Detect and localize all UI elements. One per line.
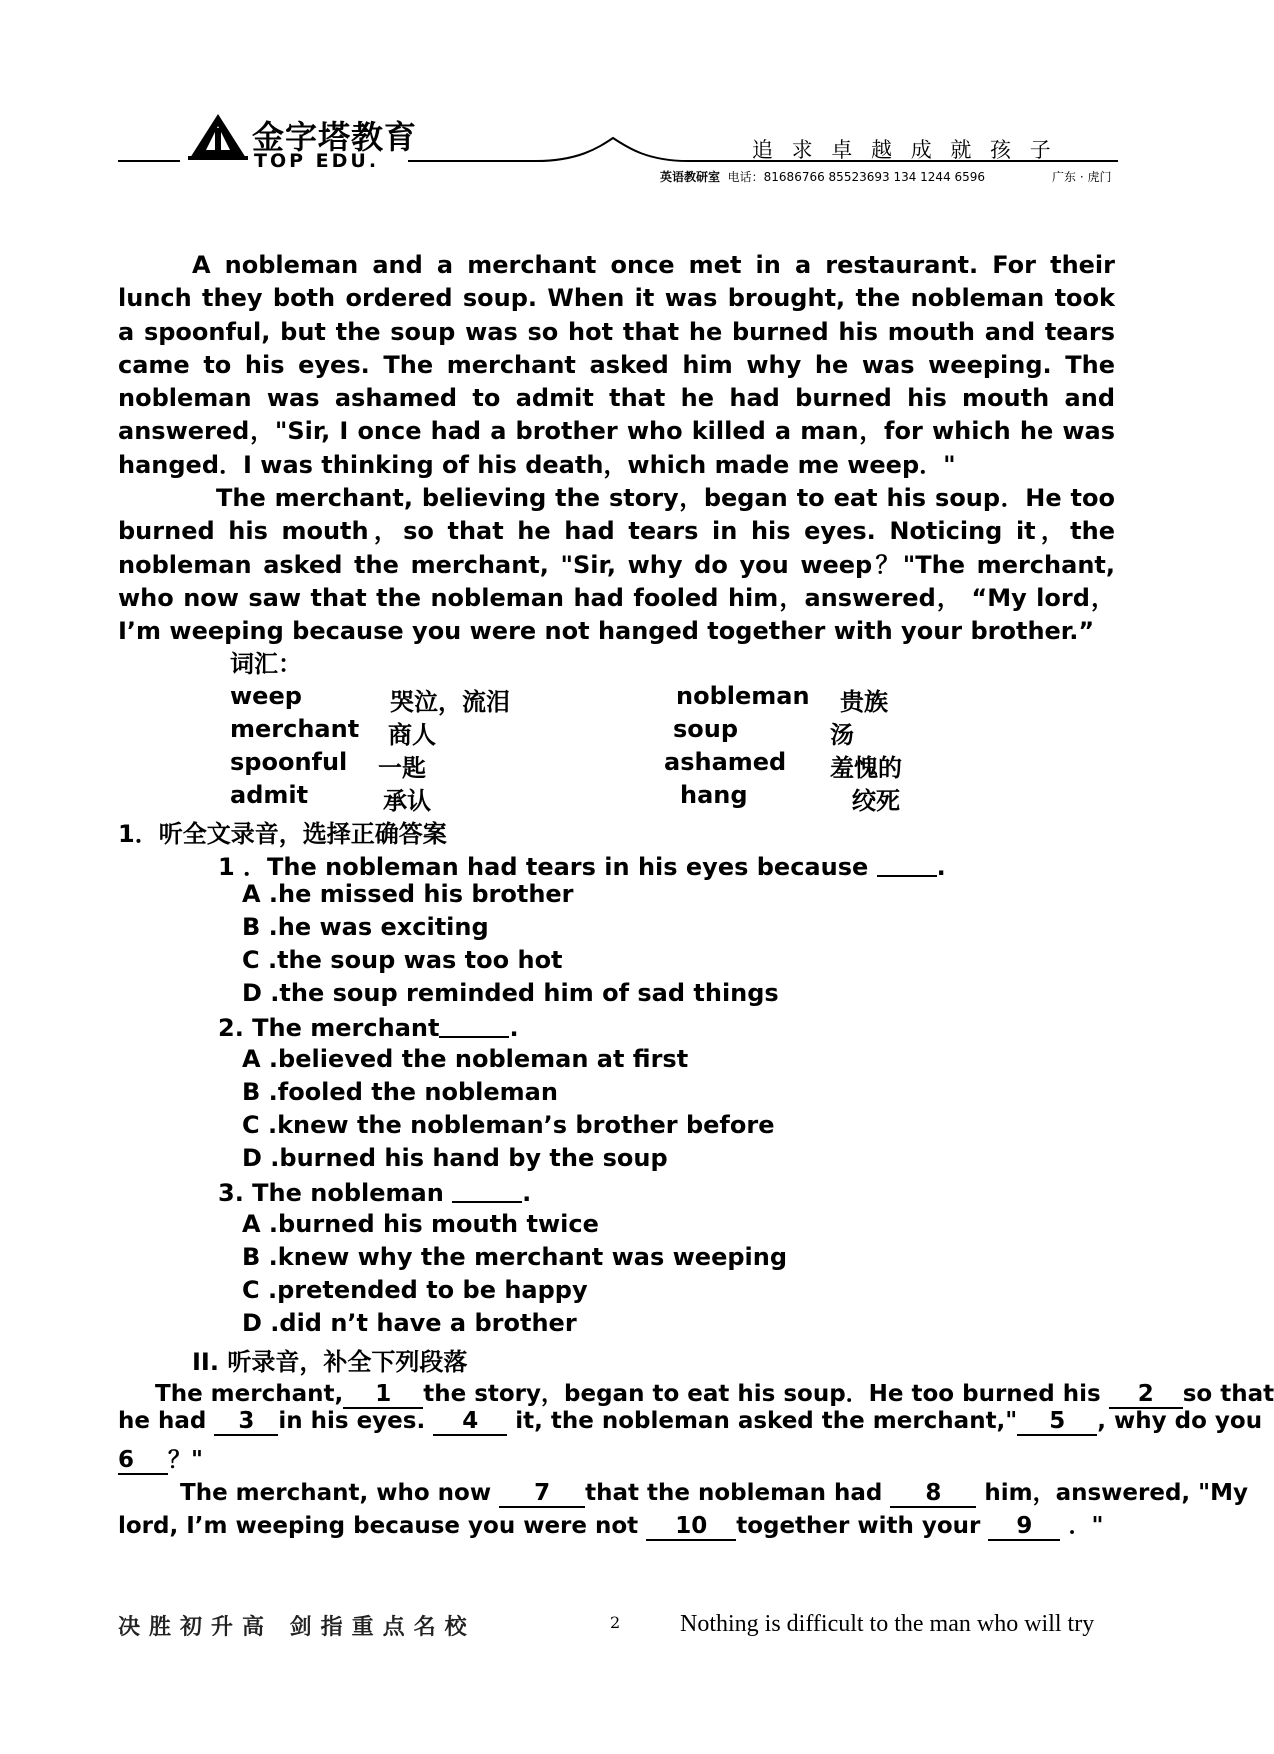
cloze-text: him，answered, "My: [984, 1480, 1249, 1506]
vocab-meaning: 汤: [830, 721, 854, 749]
vocab-word: soup: [673, 715, 739, 743]
question-end: .: [509, 1014, 519, 1042]
vocab-word: weep: [230, 682, 302, 710]
cloze-blank-6[interactable]: 6: [118, 1447, 168, 1475]
cloze-blank-2[interactable]: 2: [1109, 1381, 1183, 1409]
cloze-text: that the nobleman had: [585, 1480, 883, 1506]
cloze-line-5: [118, 1507, 1103, 1541]
question-stem: 2. The merchant: [218, 1014, 440, 1042]
vocab-meaning: 一匙: [378, 754, 426, 782]
cloze-line-1: [155, 1375, 1274, 1409]
cloze-blank-7[interactable]: 7: [499, 1480, 585, 1508]
cloze-line-3: [118, 1441, 203, 1475]
footer-motto: 决胜初升高 剑指重点名校: [118, 1615, 476, 1640]
cloze-line-4: [180, 1474, 1248, 1508]
question-end: .: [522, 1179, 532, 1207]
question-3: [218, 1177, 531, 1207]
cloze-text: The merchant,: [155, 1381, 344, 1407]
vocab-word: nobleman: [676, 682, 810, 710]
page-number: 2: [610, 1613, 621, 1632]
cloze-text: The merchant, who now: [180, 1480, 492, 1506]
vocab-word: spoonful: [230, 748, 348, 776]
option: C .the soup was too hot: [242, 946, 563, 974]
answer-blank[interactable]: [452, 1177, 522, 1203]
option: D .did n’t have a brother: [242, 1309, 577, 1337]
contact-phone: 电话：81686766 85523693 134 1244 6596: [727, 170, 986, 184]
section1-title: 1．听全文录音，选择正确答案: [118, 820, 447, 848]
cloze-text: ．": [1068, 1513, 1104, 1539]
cloze-text: together with your: [736, 1513, 981, 1539]
option: B .fooled the nobleman: [242, 1078, 558, 1106]
story-paragraph-2: The merchant, believing the story，began to eat his soup．He too burned his mouth，so that he had tears in his eyes. Noticing it，the nobleman asked the merchant, "Sir, why do you weep？"The merchant, who now saw that the nobleman had fooled him，answered， “My lord，I’m weeping because you were not hanged together with your brother.”: [118, 484, 1115, 646]
question-stem: 1 ．The nobleman had tears in his eyes because: [218, 853, 869, 881]
answer-blank[interactable]: [877, 851, 937, 877]
cloze-text: he had: [118, 1408, 207, 1434]
option: D .burned his hand by the soup: [242, 1144, 668, 1172]
question-stem: 3. The nobleman: [218, 1179, 444, 1207]
contact-info: [660, 168, 985, 185]
vocab-title: 词汇：: [230, 650, 302, 678]
vocab-word: ashamed: [664, 748, 787, 776]
cloze-text: so that: [1182, 1381, 1274, 1407]
cloze-text: in his eyes.: [278, 1408, 426, 1434]
vocab-word: hang: [680, 781, 748, 809]
question-2: [218, 1012, 519, 1042]
cloze-text: lord, I’m weeping because you were not: [118, 1513, 639, 1539]
option: A .burned his mouth twice: [242, 1210, 599, 1238]
option: C .pretended to be happy: [242, 1276, 588, 1304]
brand-name-cn: 金字塔教育: [252, 118, 418, 156]
cloze-text: the story，began to eat his soup．He too burned his: [423, 1381, 1101, 1407]
option: A .believed the nobleman at first: [242, 1045, 689, 1073]
contact-dept: 英语教研室: [660, 170, 721, 184]
cloze-blank-9[interactable]: 9: [988, 1513, 1060, 1541]
vocab-meaning: 承认: [383, 787, 431, 815]
question-1: [218, 847, 946, 882]
cloze-line-2: [118, 1408, 1262, 1436]
cloze-blank-10[interactable]: 10: [646, 1513, 736, 1541]
vocab-word: merchant: [230, 715, 360, 743]
cloze-text: ？": [168, 1447, 203, 1473]
question-end: .: [936, 853, 946, 881]
option: C .knew the nobleman’s brother before: [242, 1111, 775, 1139]
option: A .he missed his brother: [242, 880, 574, 908]
vocab-meaning: 哭泣，流泪: [390, 688, 510, 716]
cloze-blank-5[interactable]: 5: [1017, 1408, 1097, 1436]
story-paragraph-1: A nobleman and a merchant once met in a restaurant. For their lunch they both ordered soup. When it was brought, the nobleman took a spoonful, but the soup was so hot that he burned his mouth and tears came to his eyes. The merchant asked him why he was weeping. The nobleman was ashamed to admit that he had burned his mouth and answered，"Sir, I once had a brother who killed a man，for which he was hanged．I was thinking of his death，which made me weep．": [118, 251, 1115, 479]
vocab-meaning: 贵族: [840, 688, 888, 716]
region: 广东 · 虎门: [1052, 170, 1112, 184]
vocab-meaning: 绞死: [852, 787, 900, 815]
vocab-word: admit: [230, 781, 309, 809]
cloze-text: it, the nobleman asked the merchant,": [515, 1408, 1018, 1434]
vocab-meaning: 羞愧的: [830, 754, 902, 782]
cloze-blank-3[interactable]: 3: [214, 1408, 278, 1436]
vocab-meaning: 商人: [388, 721, 436, 749]
option: B .knew why the merchant was weeping: [242, 1243, 788, 1271]
slogan: 追 求 卓 越 成 就 孩 子: [752, 138, 1057, 162]
cloze-blank-1[interactable]: 1: [343, 1381, 423, 1409]
option: D .the soup reminded him of sad things: [242, 979, 779, 1007]
answer-blank[interactable]: [439, 1012, 509, 1038]
cloze-text: , why do you: [1097, 1408, 1263, 1434]
cloze-blank-8[interactable]: 8: [890, 1480, 976, 1508]
story-passage: [118, 249, 1115, 649]
footer-quote: Nothing is difficult to the man who will try: [680, 1611, 1095, 1637]
section2-title: II. 听录音，补全下列段落: [192, 1348, 468, 1376]
cloze-blank-4[interactable]: 4: [433, 1408, 507, 1436]
option: B .he was exciting: [242, 913, 489, 941]
brand-name-en: TOP EDU.: [254, 150, 380, 172]
